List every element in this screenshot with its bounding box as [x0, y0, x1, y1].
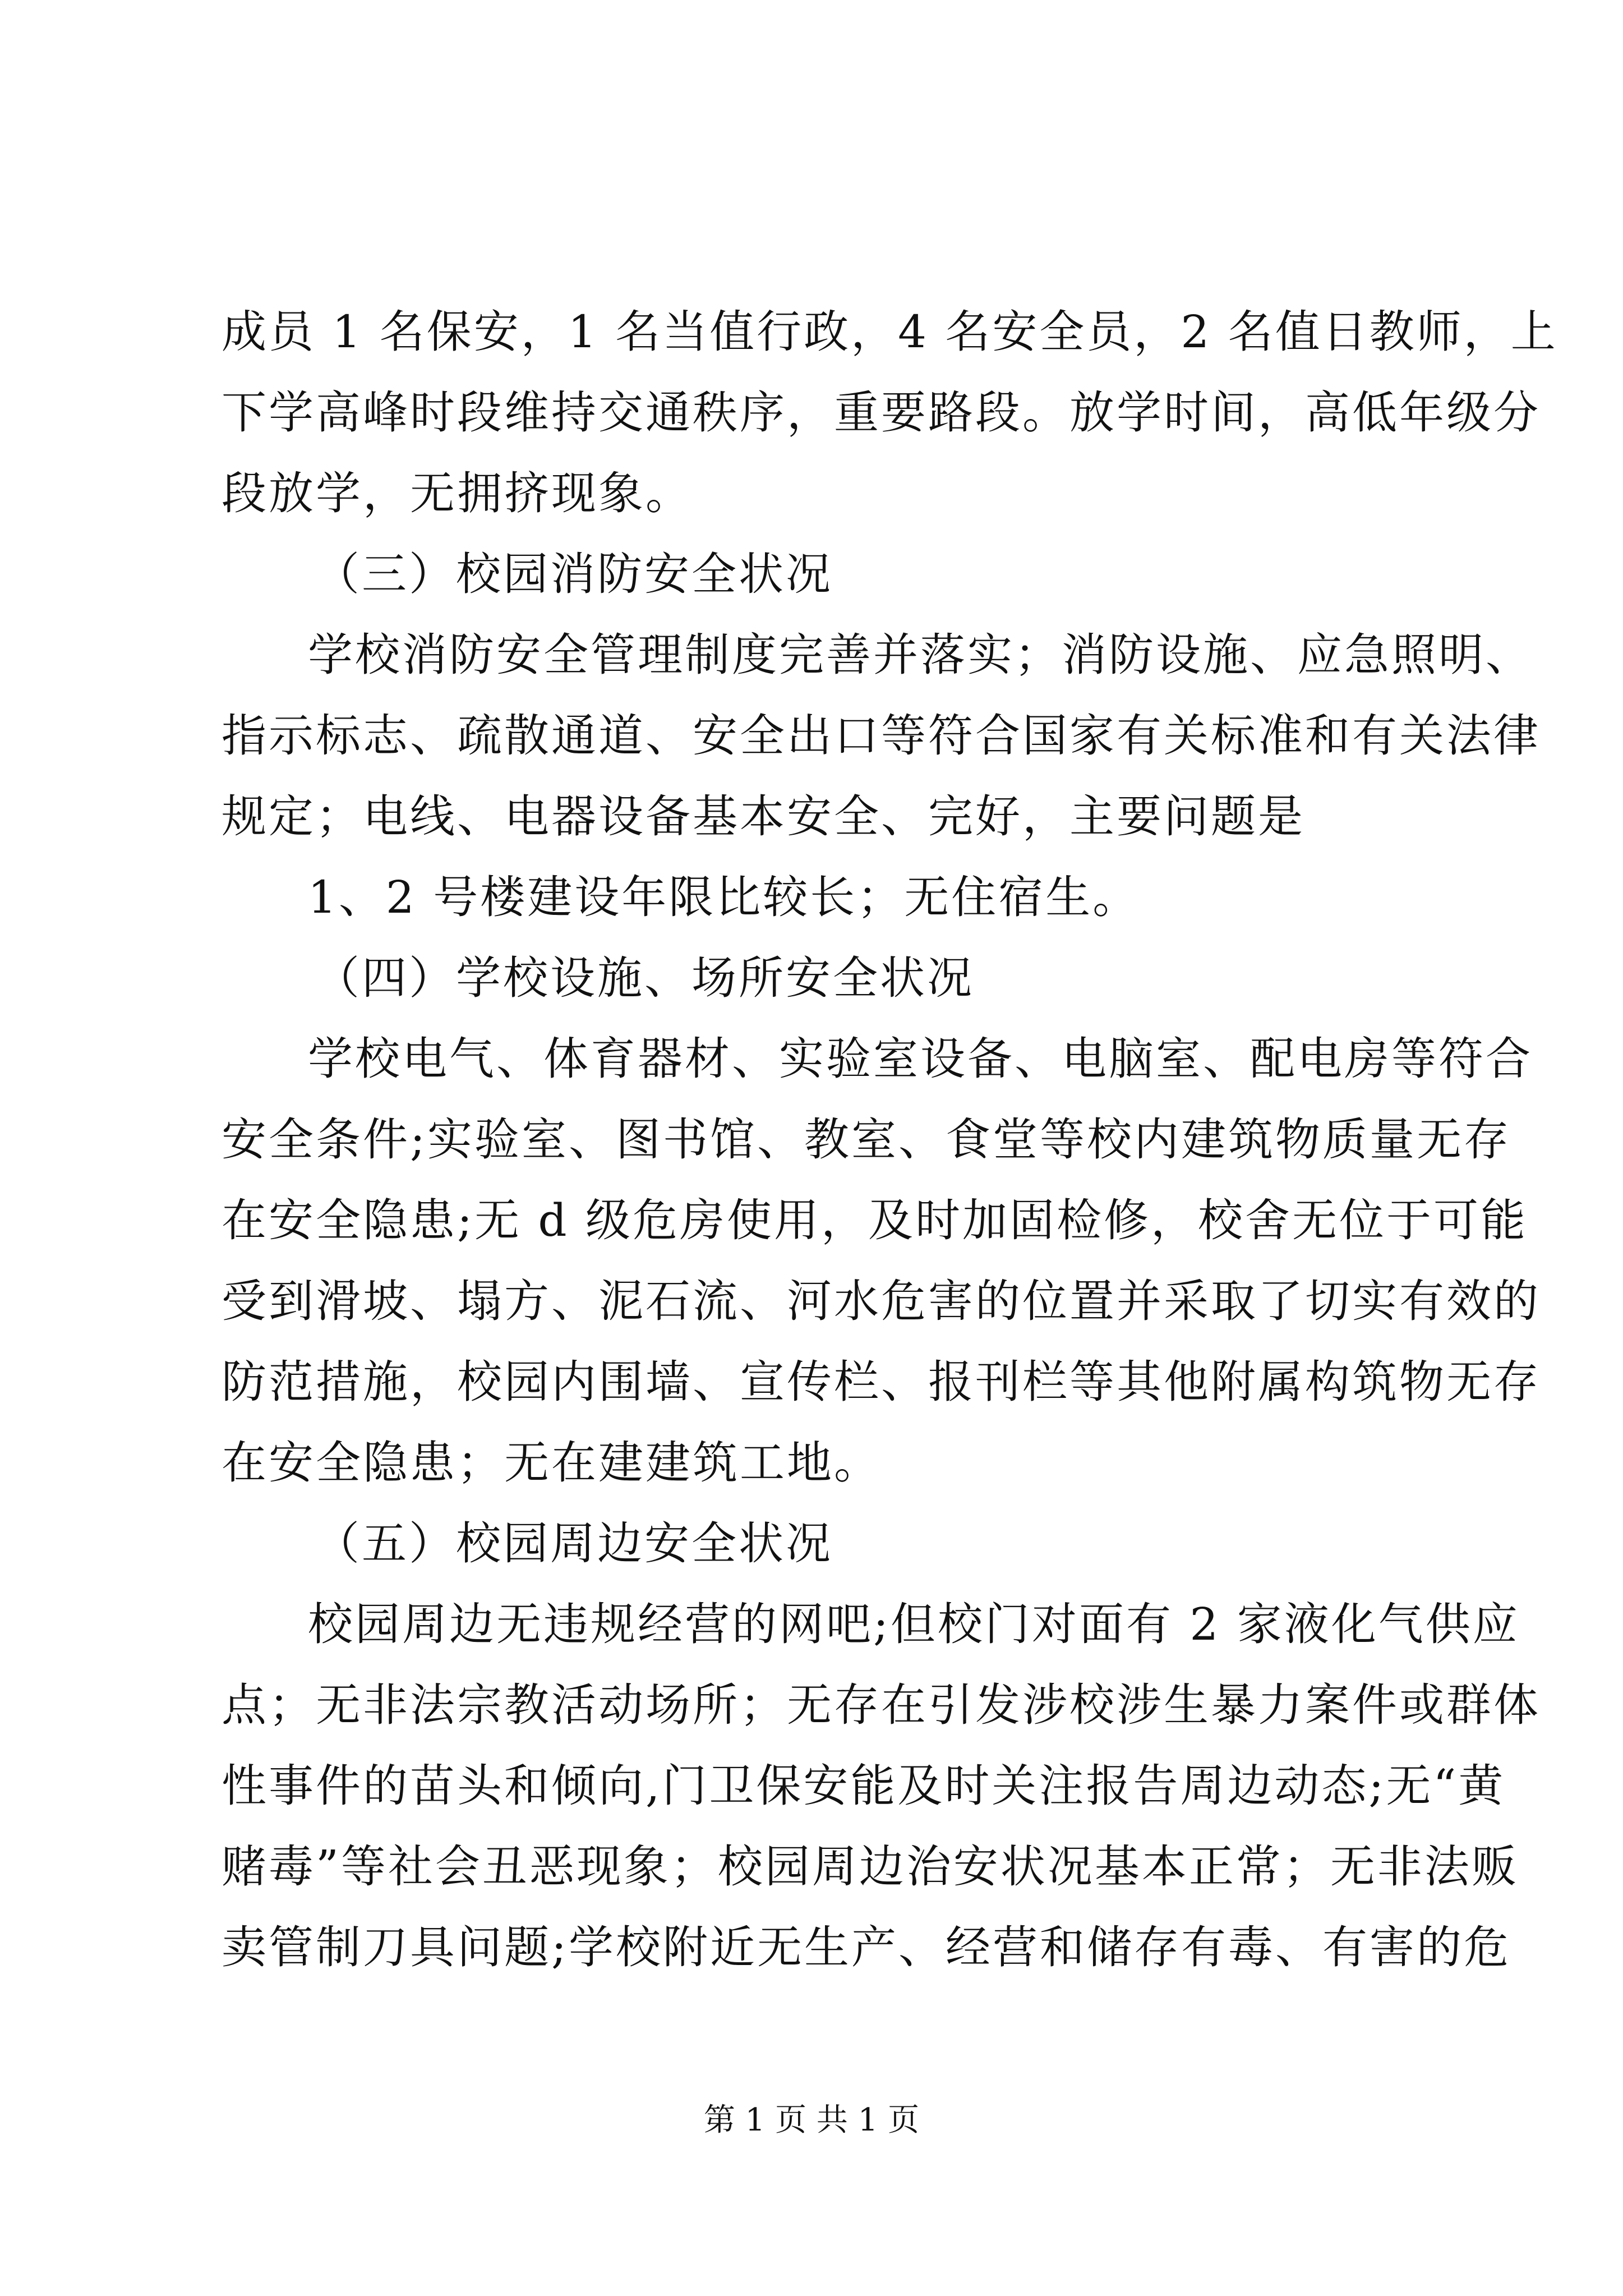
body-text-line: 学校消防安全管理制度完善并落实；消防设施、应急照明、 — [308, 629, 1533, 681]
body-text-line: 在安全隐患;无 d 级危房使用，及时加固检修，校舍无位于可能 — [222, 1194, 1528, 1246]
body-text-line: 下学高峰时段维持交通秩序，重要路段。放学时间，高低年级分 — [222, 386, 1541, 439]
body-text-line: 指示标志、疏散通道、安全出口等符合国家有关标准和有关法律 — [222, 710, 1541, 762]
body-text-line: 防范措施，校园内围墙、宣传栏、报刊栏等其他附属构筑物无存 — [222, 1356, 1541, 1408]
section-heading-5: （五）校园周边安全状况 — [315, 1517, 833, 1570]
section-heading-4: （四）学校设施、场所安全状况 — [315, 952, 974, 1004]
body-text-line: 学校电气、体育器材、实验室设备、电脑室、配电房等符合 — [308, 1033, 1533, 1085]
body-text-line: 1、2 号楼建设年限比较长；无住宿生。 — [308, 871, 1140, 923]
body-text-line: 赌毒”等社会丑恶现象；校园周边治安状况基本正常；无非法贩 — [222, 1841, 1519, 1893]
body-text-line: 受到滑坡、塌方、泥石流、河水危害的位置并采取了切实有效的 — [222, 1275, 1541, 1327]
body-text-line: 规定；电线、电器设备基本安全、完好，主要问题是 — [222, 790, 1305, 843]
body-text-line: 在安全隐患；无在建建筑工地。 — [222, 1437, 881, 1489]
body-text-line: 性事件的苗头和倾向,门卫保安能及时关注报告周边动态;无“黄 — [222, 1760, 1506, 1812]
body-text-line: 校园周边无违规经营的网吧;但校门对面有 2 家液化气供应 — [308, 1598, 1520, 1650]
body-text-line: 点；无非法宗教活动场所；无存在引发涉校涉生暴力案件或群体 — [222, 1679, 1541, 1731]
body-text-line: 安全条件;实验室、图书馆、教室、食堂等校内建筑物质量无存 — [222, 1114, 1511, 1166]
body-text-line: 段放学，无拥挤现象。 — [222, 467, 693, 519]
body-text-line: 卖管制刀具问题;学校附近无生产、经营和储存有毒、有害的危 — [222, 1921, 1511, 1973]
document-body — [222, 292, 1558, 1988]
body-text-line: 成员 1 名保安，1 名当值行政，4 名安全员，2 名值日教师，上 — [222, 306, 1558, 358]
page-number-footer: 第 1 页 共 1 页 — [703, 2102, 920, 2138]
section-heading-3: （三）校园消防安全状况 — [315, 548, 833, 600]
